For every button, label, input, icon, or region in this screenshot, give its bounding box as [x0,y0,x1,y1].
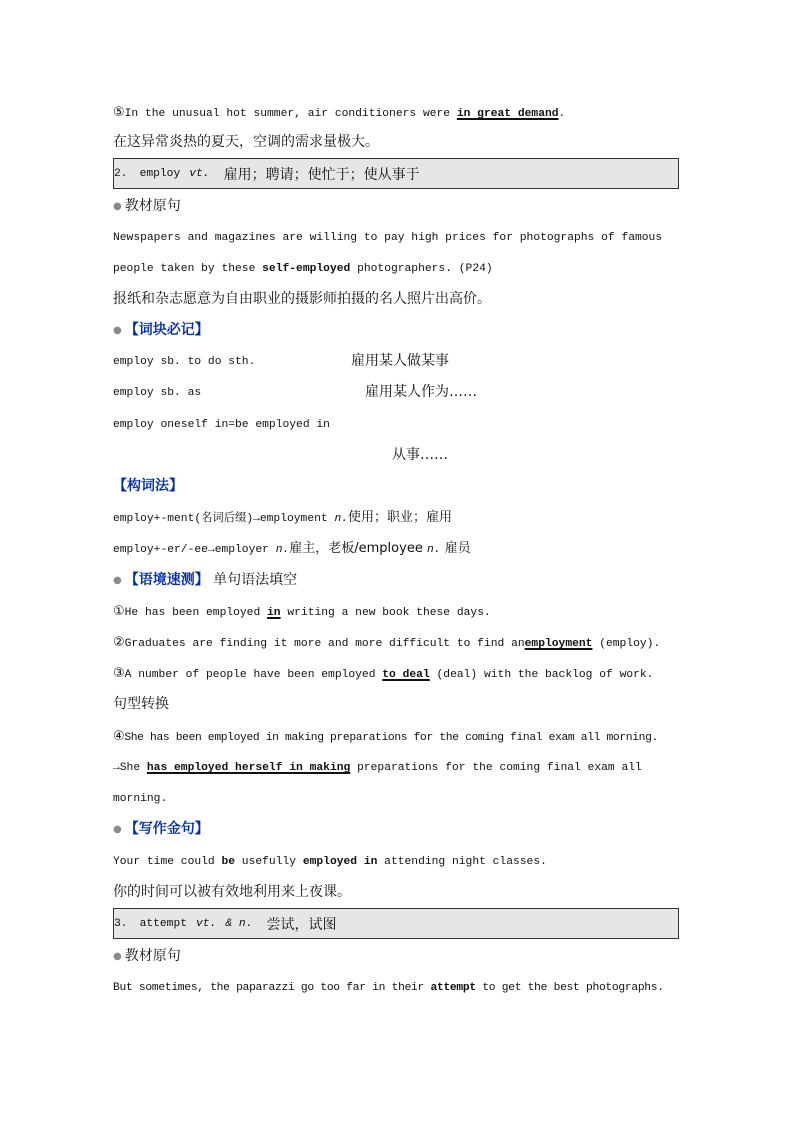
exercise-4-answer-cont: morning. [113,793,168,805]
answer: has employed herself in making [146,762,351,774]
transform-heading: 句型转换 [113,696,169,712]
exercise-4-answer: →She has employed herself in making preparations for the coming final exam all [113,762,642,774]
wordform-heading: 【构词法】 [113,478,183,494]
writing-sentence: Your time could be usefully employed in attending night classes. [113,856,547,868]
chunk-3-en: employ oneself in=be employed in [113,419,330,431]
exercise-1: ①He has been employed in writing a new book these days. [113,604,491,619]
textbook-label-3: ● 教材原句 [113,948,181,964]
chunk-1-en: employ sb. to do sth. [113,356,256,368]
bullet-icon: ● [113,951,122,962]
chunk-3-zh: 从事…… [392,447,448,463]
item-number: ⑤ [113,105,125,120]
exercise-4: ④She has been employed in making preparations for the coming final exam all morning. [113,729,658,744]
textbook-sentence-3: But sometimes, the paparazzi go too far in their attempt to get the best photographs. [113,982,664,994]
chunk-1-zh: 雇用某人做某事 [351,353,449,369]
context-heading: ● 【语境速测】 单句语法填空 [113,572,298,588]
textbook-translation: 报纸和杂志愿意为自由职业的摄影师拍摄的名人照片出高价。 [113,291,491,307]
answer: in [267,607,281,619]
answer: to deal [382,669,430,681]
answer: in great demand [456,108,559,120]
exercise-2: ②Graduates are finding it more and more difficult to find anemployment (employ). [113,635,661,650]
bullet-icon: ● [113,824,122,835]
example-5-translation: 在这异常炎热的夏天，空调的需求量极大。 [113,134,379,150]
wordform-2: employ+-er/-ee→employer n.雇主，老板/employee n. 雇员 [113,541,471,556]
section-2-header: 2. employ vt. 雇用；聘请；使忙于；使从事于 [113,158,679,189]
chunks-heading: ● 【词块必记】 [113,322,209,338]
textbook-label: ● 教材原句 [113,198,181,214]
exercise-3: ③A number of people have been employed to deal (deal) with the backlog of work. [113,666,654,681]
wordform-1: employ+-ment(名词后缀)→employment n.使用；职业；雇用 [113,510,453,525]
example-5: ⑤In the unusual hot summer, air conditioners were in great demand. [113,105,566,120]
chunk-2-zh: 雇用某人作为…… [365,384,477,400]
chunk-2-en: employ sb. as [113,387,202,399]
bullet-icon: ● [113,201,122,212]
writing-translation: 你的时间可以被有效地利用来上夜课。 [113,884,351,900]
answer: employment [524,638,593,650]
textbook-sentence-line2: people taken by these self-employed photographers. (P24) [113,263,493,275]
writing-heading: ● 【写作金句】 [113,821,209,837]
section-3-header: 3. attempt vt. & n. 尝试，试图 [113,908,679,939]
bullet-icon: ● [113,325,122,336]
bullet-icon: ● [113,575,122,586]
textbook-sentence-line1: Newspapers and magazines are willing to pay high prices for photographs of famous [113,232,663,244]
